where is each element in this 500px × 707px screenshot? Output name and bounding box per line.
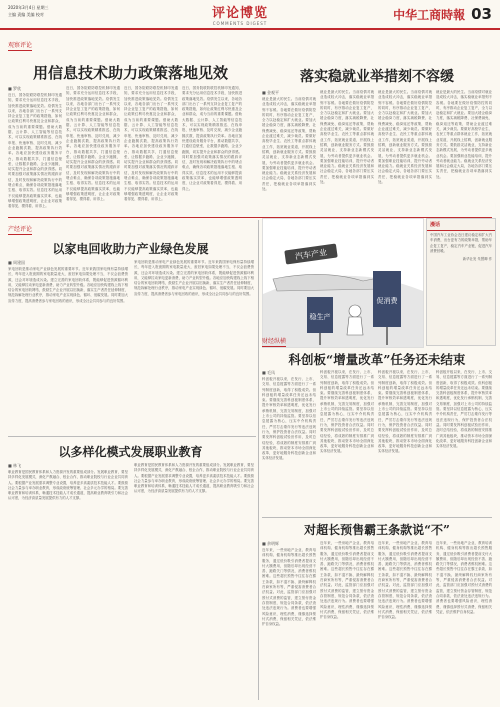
article-5-column-3: 科创板开板以来，在发行、上市、交易、信息披露等方面进行了一系列制度创新，取得了积极成效。但科创板的增量改革任务还远未结束。要继续完善科创板制度体系，提升审核效率和透明度，优化发行承销机制，完善交易制度，加强对上市公司的持续监管。要坚持以信息披露为核心，压实中介机构责任，严厉打击欺诈发行等违法违规行为，保护投资者合法权益。同时要发挥科创板试验田作用，及时总结经验，将成熟的制度安排推广到其他板块，推动资本市场全面深化改革，更好地服务科技创新企业和实体经济发展。 bbox=[378, 370, 432, 454]
article-5-byline: ■ 毛凤 bbox=[262, 370, 276, 375]
section-title-en: COMMENTS DIGEST bbox=[212, 21, 268, 26]
cartoon-sidebar bbox=[426, 218, 496, 346]
article-2-byline: ■ 金观平 bbox=[262, 90, 280, 95]
article-2-column-2: 就业是最大的民生。当前疫情对就业造成较大冲击，落实稳就业举措刻不容缓。各地要在做好疫情防控的同时，有序推动企业复工复产，全力以赴稳定和扩大就业。要加大援企稳岗力度，落实减税降费、社保费减免、稳岗返还等政策，帮助企业渡过难关，减少裁员。要做好高校毕业生、农民工等重点群体就业工作，拓宽就业渠道，开展线上招聘，创新就业服务方式。要鼓励灵活就业，支持新业态新模式发展，为劳动者提供更多就业机会。要加强职业技能培训，提升劳动者就业能力。稳就业关系经济发展和社会稳定大局，各地各部门要压实责任，把稳就业各项举措落到实处。 bbox=[320, 90, 374, 185]
article-5-column-4: 科创板开板以来，在发行、上市、交易、信息披露等方面进行了一系列制度创新，取得了积极成效。但科创板的增量改革任务还远未结束。要继续完善科创板制度体系，提升审核效率和透明度，优化发行承销机制，完善交易制度，加强对上市公司的持续监管。要坚持以信息披露为核心，压实中介机构责任，严厉打击欺诈发行等违法违规行为，保护投资者合法权益。同时要发挥科创板试验田作用，及时总结经验，将成熟的制度安排推广到其他板块，推动资本市场全面深化改革，更好地服务科技创新企业和实体经济发展。 bbox=[436, 370, 492, 449]
section-name bbox=[200, 2, 280, 26]
section-tag-industry: 产经评论 bbox=[8, 226, 33, 233]
article-1-byline: ■ 罗欣 bbox=[8, 86, 22, 91]
article-6-column-3: 近年来，一些房地产企业、教育培训机构、健身机构等推出超长预售服务，通过低价吸引消费者提前支付大额费用，但随后却出现经营不善、跑路关门等情况，消费者维权困难。这些超长预售中往往存在霸王条款，如不退不换、最终解释权归商家所有等，严重侵害消费者合法权益。对此，监管部门应加强对预付式消费的监管，建立预付资金存管制度，规范合同条款，依法查处违法违规行为。消费者也要增强风险意识，理性消费，谨慎选择预付式消费，保留相关凭证，依法维护自身权益。 bbox=[378, 541, 432, 620]
cartoon-illustration bbox=[262, 218, 424, 348]
masthead-info bbox=[8, 4, 168, 24]
article-4-column-2: 职业教育是国民教育体系和人力资源开发的重要组成部分。发展职业教育，要坚持多样化发展模式，深化产教融合、校企合作，推动职业院校与行业企业共同育人。要根据产业发展需求调整专业设置，培养更多高素质技术技能人才。要鼓励社会力量参与举办职业教育，形成政府统筹管理、社会多元办学的格局。要完善职业教育和培训体系，畅通技术技能人才成长通道，提高职业教育吸引力和社会认可度，为经济高质量发展提供有力的人才支撑。 bbox=[134, 463, 254, 494]
article-3-column-2: 家电回收是推动家电产业绿色发展的重要环节。近年来我国家电保有量持续增长，每年进入报废期的家电数量庞大，废旧家电如果处理不当，不仅会浪费资源，还会对环境造成污染。建立完善的家电回收体系，既能够促进资源循环利用，又能够拉动家电更新消费，助力产业转型升级。各地应加快构建线上线下相结合的家电回收网络，鼓励生产企业开展以旧换新，落实生产者责任延伸制度，规范拆解处理行业秩序，推动家电产业实现绿色、循环、低碳发展。同时要加大宣传力度，提高消费者参与家电回收的意识，形成全社会共同参与的良好氛围。 bbox=[134, 260, 254, 296]
article-1-column-4: 近日，国务院联防联控机制印发通知，要求充分运用信息技术手段，加快推进政策落地见效。疫情发生以来，各地各部门出台了一系列支持企业复工复产的政策措施，如何让政策红利尽快惠及企业和群众，成为当前的重要课题。借助大数据、云计算、人工智能等信息技术，可以实现政策精准推送、在线申报、快速审核、及时兑现，减少企业跑腿次数，提高政策执行效率。各地应加快建设政务服务平台，推动数据共享，打通信息壁垒，让数据多跑路、企业少跑腿，切实提升企业和群众的获得感。同时要加强对政策落实情况的跟踪评估，及时发现和解决政策执行中的堵点难点，确保各项政策措施落地生根、取得实效。信息技术的运用不仅能够提高政策落实效率，也能够增强政策透明度，让企业对政策看得见、摸得着、用得上。 bbox=[182, 86, 242, 191]
article-1-column-2: 近日，国务院联防联控机制印发通知，要求充分运用信息技术手段，加快推进政策落地见效。疫情发生以来，各地各部门出台了一系列支持企业复工复产的政策措施，如何让政策红利尽快惠及企业和群众，成为当前的重要课题。借助大数据、云计算、人工智能等信息技术，可以实现政策精准推送、在线申报、快速审核、及时兑现，减少企业跑腿次数，提高政策执行效率。各地应加快建设政务服务平台，推动数据共享，打通信息壁垒，让数据多跑路、企业少跑腿，切实提升企业和群众的获得感。同时要加强对政策落实情况的跟踪评估，及时发现和解决政策执行中的堵点难点，确保各项政策措施落地生根、取得实效。信息技术的运用不仅能够提高政策落实效率，也能够增强政策透明度，让企业对政策看得见、摸得着、用得上。 bbox=[66, 86, 120, 202]
article-2-column-1: 就业是最大的民生。当前疫情对就业造成较大冲击，落实稳就业举措刻不容缓。各地要在做好疫情防控的同时，有序推动企业复工复产，全力以赴稳定和扩大就业。要加大援企稳岗力度，落实减税降费、社保费减免、稳岗返还等政策，帮助企业渡过难关，减少裁员。要做好高校毕业生、农民工等重点群体就业工作，拓宽就业渠道，开展线上招聘，创新就业服务方式。要鼓励灵活就业，支持新业态新模式发展，为劳动者提供更多就业机会。要加强职业技能培训，提升劳动者就业能力。稳就业关系经济发展和社会稳定大局，各地各部门要压实责任，把稳就业各项举措落到实处。 bbox=[262, 97, 316, 192]
cartoon-svg bbox=[263, 219, 423, 347]
paper-name: 中华工商時報 bbox=[393, 8, 466, 22]
article-6-column-1: 近年来，一些房地产企业、教育培训机构、健身机构等推出超长预售服务，通过低价吸引消费者提前支付大额费用，但随后却出现经营不善、跑路关门等情况，消费者维权困难。这些超长预售中往往存在霸王条款，如不退不换、最终解释权归商家所有等，严重侵害消费者合法权益。对此，监管部门应加强对预付式消费的监管，建立预付资金存管制度，规范合同条款，依法查处违法违规行为。消费者也要增强风险意识，理性消费，谨慎选择预付式消费，保留相关凭证，依法维护自身权益。 bbox=[262, 548, 316, 627]
article-6-headline: 对超长预售霸王条款说“不” bbox=[304, 523, 450, 537]
masthead bbox=[0, 0, 500, 30]
article-3-column-1: 家电回收是推动家电产业绿色发展的重要环节。近年来我国家电保有量持续增长，每年进入报废期的家电数量庞大，废旧家电如果处理不当，不仅会浪费资源，还会对环境造成污染。建立完善的家电回收体系，既能够促进资源循环利用，又能够拉动家电更新消费，助力产业转型升级。各地应加快构建线上线下相结合的家电回收网络，鼓励生产企业开展以旧换新，落实生产者责任延伸制度，规范拆解处理行业秩序，推动家电产业实现绿色、循环、低碳发展。同时要加大宣传力度，提高消费者参与家电回收的意识，形成全社会共同参与的良好氛围。 bbox=[8, 267, 128, 303]
banner-text: 汽车产业 bbox=[294, 247, 328, 262]
article-3-headline: 以家电回收助力产业绿色发展 bbox=[52, 242, 209, 256]
sidebar-title: 漫话 bbox=[427, 219, 495, 231]
article-1-headline: 用信息技术助力政策落地见效 bbox=[32, 64, 228, 82]
sign-left-text: 稳生产 bbox=[309, 313, 331, 321]
sidebar-author: 新华社发 朱慧卿 作 bbox=[462, 257, 492, 262]
article-5-column-2: 科创板开板以来，在发行、上市、交易、信息披露等方面进行了一系列制度创新，取得了积极成效。但科创板的增量改革任务还远未结束。要继续完善科创板制度体系，提升审核效率和透明度，优化发行承销机制，完善交易制度，加强对上市公司的持续监管。要坚持以信息披露为核心，压实中介机构责任，严厉打击欺诈发行等违法违规行为，保护投资者合法权益。同时要发挥科创板试验田作用，及时总结经验，将成熟的制度安排推广到其他板块，推动资本市场全面深化改革，更好地服务科技创新企业和实体经济发展。 bbox=[320, 370, 374, 454]
article-6-column-4: 近年来，一些房地产企业、教育培训机构、健身机构等推出超长预售服务，通过低价吸引消费者提前支付大额费用，但随后却出现经营不善、跑路关门等情况，消费者维权困难。这些超长预售中往往存在霸王条款，如不退不换、最终解释权归商家所有等，严重侵害消费者合法权益。对此，监管部门应加强对预付式消费的监管，建立预付资金存管制度，规范合同条款，依法查处违法违规行为。消费者也要增强风险意识，理性消费，谨慎选择预付式消费，保留相关凭证，依法维护自身权益。 bbox=[436, 541, 492, 614]
section-tag-observe: 观察评论 bbox=[8, 42, 33, 49]
section-tag-finance: 财经纵横 bbox=[262, 338, 287, 345]
article-4-headline: 以多样化模式发展职业教育 bbox=[58, 445, 203, 459]
article-3-byline: ■ 周建国 bbox=[8, 260, 26, 265]
article-1-column-3: 近日，国务院联防联控机制印发通知，要求充分运用信息技术手段，加快推进政策落地见效。疫情发生以来，各地各部门出台了一系列支持企业复工复产的政策措施，如何让政策红利尽快惠及企业和群众，成为当前的重要课题。借助大数据、云计算、人工智能等信息技术，可以实现政策精准推送、在线申报、快速审核、及时兑现，减少企业跑腿次数，提高政策执行效率。各地应加快建设政务服务平台，推动数据共享，打通信息壁垒，让数据多跑路、企业少跑腿，切实提升企业和群众的获得感。同时要加强对政策落实情况的跟踪评估，及时发现和解决政策执行中的堵点难点，确保各项政策措施落地生根、取得实效。信息技术的运用不仅能够提高政策落实效率，也能够增强政策透明度，让企业对政策看得见、摸得着、用得上。 bbox=[124, 86, 178, 202]
paper-title bbox=[393, 5, 492, 23]
sign-right-text: 促消费 bbox=[376, 297, 398, 305]
article-4-column-1: 职业教育是国民教育体系和人力资源开发的重要组成部分。发展职业教育，要坚持多样化发展模式，深化产教融合、校企合作，推动职业院校与行业企业共同育人。要根据产业发展需求调整专业设置，培养更多高素质技术技能人才。要鼓励社会力量参与举办职业教育，形成政府统筹管理、社会多元办学的格局。要完善职业教育和培训体系，畅通技术技能人才成长通道，提高职业教育吸引力和社会认可度，为经济高质量发展提供有力的人才支撑。 bbox=[8, 470, 128, 501]
info-line: 主编 责编 美编 校对 bbox=[8, 12, 44, 17]
sidebar-body: 中国汽车工业协会近日建议稳定和扩大汽车消费，出台更有力的政策举措，帮助车企复工复产，稳定汽车产业链，促进汽车消费回暖。 bbox=[430, 233, 492, 253]
page-number: 03 bbox=[471, 5, 492, 23]
section-title: 评论博览 bbox=[211, 6, 268, 21]
article-5-column-1: 科创板开板以来，在发行、上市、交易、信息披露等方面进行了一系列制度创新，取得了积极成效。但科创板的增量改革任务还远未结束。要继续完善科创板制度体系，提升审核效率和透明度，优化发行承销机制，完善交易制度，加强对上市公司的持续监管。要坚持以信息披露为核心，压实中介机构责任，严厉打击欺诈发行等违法违规行为，保护投资者合法权益。同时要发挥科创板试验田作用，及时总结经验，将成熟的制度安排推广到其他板块，推动资本市场全面深化改革，更好地服务科技创新企业和实体经济发展。 bbox=[262, 377, 316, 461]
article-2-column-3: 就业是最大的民生。当前疫情对就业造成较大冲击，落实稳就业举措刻不容缓。各地要在做好疫情防控的同时，有序推动企业复工复产，全力以赴稳定和扩大就业。要加大援企稳岗力度，落实减税降费、社保费减免、稳岗返还等政策，帮助企业渡过难关，减少裁员。要做好高校毕业生、农民工等重点群体就业工作，拓宽就业渠道，开展线上招聘，创新就业服务方式。要鼓励灵活就业，支持新业态新模式发展，为劳动者提供更多就业机会。要加强职业技能培训，提升劳动者就业能力。稳就业关系经济发展和社会稳定大局，各地各部门要压实责任，把稳就业各项举措落到实处。 bbox=[378, 90, 432, 185]
figure-head bbox=[349, 305, 361, 317]
article-1-column-1: 近日，国务院联防联控机制印发通知，要求充分运用信息技术手段，加快推进政策落地见效。疫情发生以来，各地各部门出台了一系列支持企业复工复产的政策措施，如何让政策红利尽快惠及企业和群众，成为当前的重要课题。借助大数据、云计算、人工智能等信息技术，可以实现政策精准推送、在线申报、快速审核、及时兑现，减少企业跑腿次数，提高政策执行效率。各地应加快建设政务服务平台，推动数据共享，打通信息壁垒，让数据多跑路、企业少跑腿，切实提升企业和群众的获得感。同时要加强对政策落实情况的跟踪评估，及时发现和解决政策执行中的堵点难点，确保各项政策措施落地生根、取得实效。信息技术的运用不仅能够提高政策落实效率，也能够增强政策透明度，让企业对政策看得见、摸得着、用得上。 bbox=[8, 93, 62, 209]
left-divider bbox=[8, 436, 256, 437]
vertical-divider bbox=[258, 220, 259, 700]
article-5-headline: 科创板“增量改革”任务还未结束 bbox=[288, 352, 466, 367]
article-6-byline: ■ 余明辉 bbox=[262, 541, 280, 546]
article-4-byline: ■ 林飞 bbox=[8, 463, 22, 468]
article-6-column-2: 近年来，一些房地产企业、教育培训机构、健身机构等推出超长预售服务，通过低价吸引消费者提前支付大额费用，但随后却出现经营不善、跑路关门等情况，消费者维权困难。这些超长预售中往往存在霸王条款，如不退不换、最终解释权归商家所有等，严重侵害消费者合法权益。对此，监管部门应加强对预付式消费的监管，建立预付资金存管制度，规范合同条款，依法查处违法违规行为。消费者也要增强风险意识，理性消费，谨慎选择预付式消费，保留相关凭证，依法维护自身权益。 bbox=[320, 541, 374, 620]
article-2-headline: 落实稳就业举措刻不容缓 bbox=[300, 69, 454, 85]
right-divider bbox=[262, 517, 492, 518]
date-line: 2020年3月4日 星期三 bbox=[8, 5, 49, 10]
article-2-column-4: 就业是最大的民生。当前疫情对就业造成较大冲击，落实稳就业举措刻不容缓。各地要在做好疫情防控的同时，有序推动企业复工复产，全力以赴稳定和扩大就业。要加大援企稳岗力度，落实减税降费、社保费减免、稳岗返还等政策，帮助企业渡过难关，减少裁员。要做好高校毕业生、农民工等重点群体就业工作，拓宽就业渠道，开展线上招聘，创新就业服务方式。要鼓励灵活就业，支持新业态新模式发展，为劳动者提供更多就业机会。要加强职业技能培训，提升劳动者就业能力。稳就业关系经济发展和社会稳定大局，各地各部门要压实责任，把稳就业各项举措落到实处。 bbox=[436, 90, 492, 179]
